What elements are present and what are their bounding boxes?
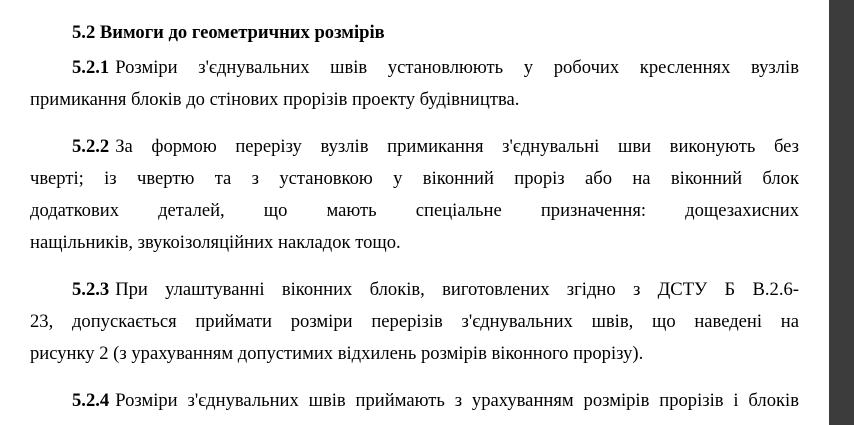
line-text: нащільників, звукоізоляційних накладок тощо. — [30, 232, 401, 253]
paragraph-5-2-4 — [30, 385, 799, 417]
paragraph-line — [30, 163, 799, 195]
paragraph-line — [30, 274, 799, 306]
line-text: додаткових деталей, що мають спеціальне призначення: дощезахисних — [30, 200, 799, 221]
line-text: При улаштуванні віконних блоків, виготовлених згідно з ДСТУ Б В.2.6- — [115, 279, 799, 300]
document-body — [30, 19, 799, 417]
line-text: примикання блоків до стінових прорізів проекту будівництва. — [30, 89, 520, 110]
paragraph-line — [30, 84, 799, 116]
paragraph-number: 5.2.3 — [72, 279, 110, 300]
paragraph-line — [30, 52, 799, 84]
line-text: чверті; із чвертю та з установкою у віконний проріз або на віконний блок — [30, 168, 799, 189]
line-text: рисунку 2 (з урахуванням допустимих відхилень розмірів віконного прорізу). — [30, 343, 644, 364]
paragraph-5-2-2 — [30, 131, 799, 259]
line-text: Розміри з'єднувальних швів установлюють у робочих кресленнях вузлів — [115, 57, 799, 78]
paragraph-line — [30, 306, 799, 338]
paragraph-line — [30, 227, 799, 259]
paragraph-line — [30, 338, 799, 370]
paragraph-5-2-3 — [30, 274, 799, 370]
line-text: 23, допускається приймати розміри перерізів з'єднувальних швів, що наведені на — [30, 311, 799, 332]
section-heading: 5.2 Вимоги до геометричних розмірів — [72, 22, 385, 43]
paragraph-5-2-1 — [30, 52, 799, 116]
paragraph-line — [30, 195, 799, 227]
paragraph-line — [30, 385, 799, 417]
viewer-side-panel — [829, 0, 854, 425]
paragraph-number: 5.2.1 — [72, 57, 110, 78]
paragraph-line — [30, 131, 799, 163]
paragraph-number: 5.2.2 — [72, 136, 110, 157]
line-text: За формою перерізу вузлів примикання з'єднувальні шви виконують без — [115, 136, 799, 157]
paragraph-number: 5.2.4 — [72, 390, 110, 411]
line-text: Розміри з'єднувальних швів приймають з урахуванням розмірів прорізів і блоків — [115, 390, 799, 411]
